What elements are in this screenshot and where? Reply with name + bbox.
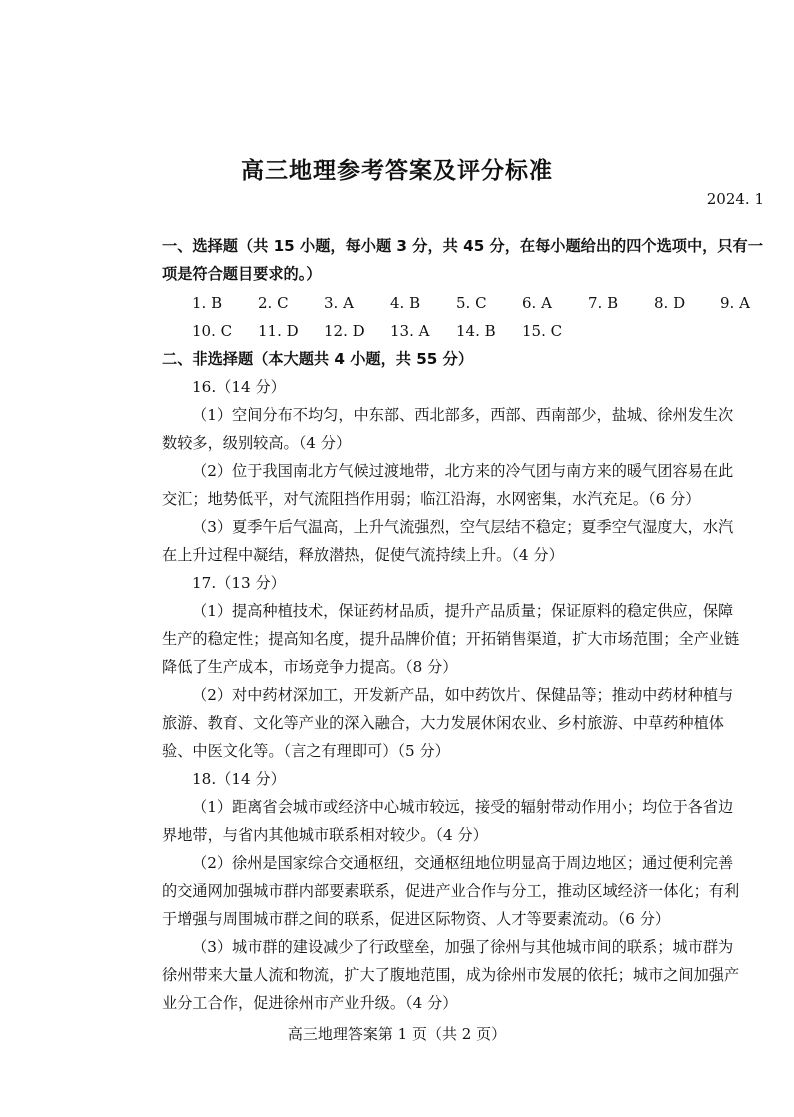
q18-answer3-line3: 业分工合作，促进徐州市产业升级。（4 分） bbox=[162, 994, 458, 1012]
page-footer: 高三地理答案第 1 页（共 2 页） bbox=[287, 1025, 507, 1043]
answer-item: 7. B bbox=[588, 294, 619, 312]
page-title: 高三地理参考答案及评分标准 bbox=[241, 158, 553, 184]
answer-item: 2. C bbox=[258, 294, 289, 312]
q17-answer2-line1: （2）对中药材深加工，开发新产品，如中药饮片、保健品等；推动中药材种植与 bbox=[192, 686, 734, 704]
q16-answer3-line1: （3）夏季午后气温高，上升气流强烈，空气层结不稳定；夏季空气湿度大，水汽 bbox=[192, 518, 734, 536]
q18-answer2-line2: 的交通网加强城市群内部要素联系，促进产业合作与分工，推动区域经济一体化；有利 bbox=[162, 882, 740, 900]
q18-heading: 18.（14 分） bbox=[192, 770, 286, 788]
q16-answer2-line1: （2）位于我国南北方气候过渡地带，北方来的冷气团与南方来的暖气团容易在此 bbox=[192, 462, 734, 480]
q16-answer3-line2: 在上升过程中凝结，释放潜热，促使气流持续上升。（4 分） bbox=[162, 546, 564, 564]
q17-heading: 17.（13 分） bbox=[192, 574, 286, 592]
q18-answer2-line1: （2）徐州是国家综合交通枢纽，交通枢纽地位明显高于周边地区；通过便利完善 bbox=[192, 854, 734, 872]
q18-answer1-line1: （1）距离省会城市或经济中心城市较远，接受的辐射带动作用小；均位于各省边 bbox=[192, 798, 734, 816]
answer-item: 5. C bbox=[456, 294, 487, 312]
answer-item: 8. D bbox=[654, 294, 686, 312]
answer-item: 12. D bbox=[324, 322, 365, 340]
section1-heading-line1: 一、选择题（共 15 小题，每小题 3 分，共 45 分，在每小题给出的四个选项中，只有一 bbox=[162, 237, 763, 255]
q18-answer3-line1: （3）城市群的建设减少了行政壁垒，加强了徐州与其他城市间的联系；城市群为 bbox=[192, 938, 734, 956]
document-date: 2024. 1 bbox=[706, 190, 764, 208]
q16-answer2-line2: 交汇；地势低平，对气流阻挡作用弱；临江沿海，水网密集，水汽充足。（6 分） bbox=[162, 490, 701, 508]
answers-row-2 bbox=[192, 321, 588, 341]
q17-answer2-line2: 旅游、教育、文化等产业的深入融合，大力发展休闲农业、乡村旅游、中草药种植体 bbox=[162, 714, 724, 732]
q17-answer1-line2: 生产的稳定性；提高知名度，提升品牌价值；开拓销售渠道，扩大市场范围；全产业链 bbox=[162, 630, 740, 648]
q16-answer1-line1: （1）空间分布不均匀，中东部、西北部多，西部、西南部少，盐城、徐州发生次 bbox=[192, 406, 734, 424]
section2-heading: 二、非选择题（本大题共 4 小题，共 55 分） bbox=[162, 350, 474, 368]
q17-answer1-line3: 降低了生产成本，市场竞争力提高。（8 分） bbox=[162, 658, 458, 676]
answer-item: 14. B bbox=[456, 322, 496, 340]
answer-item: 13. A bbox=[390, 322, 430, 340]
q16-heading: 16.（14 分） bbox=[192, 378, 286, 396]
q17-answer1-line1: （1）提高种植技术，保证药材品质，提升产品质量；保证原料的稳定供应，保障 bbox=[192, 602, 734, 620]
q18-answer2-line3: 于增强与周围城市群之间的联系，促进区际物资、人才等要素流动。（6 分） bbox=[162, 910, 671, 928]
answer-item: 9. A bbox=[720, 294, 750, 312]
answer-item: 15. C bbox=[522, 322, 563, 340]
section1-heading-line2: 项是符合题目要求的。） bbox=[162, 265, 322, 283]
answer-item: 10. C bbox=[192, 322, 233, 340]
q18-answer3-line2: 徐州带来大量人流和物流，扩大了腹地范围，成为徐州市发展的依托；城市之间加强产 bbox=[162, 966, 740, 984]
q16-answer1-line2: 数较多，级别较高。（4 分） bbox=[162, 434, 352, 452]
q17-answer2-line3: 验、中医文化等。（言之有理即可）（5 分） bbox=[162, 742, 450, 760]
answer-item: 6. A bbox=[522, 294, 552, 312]
answers-row-1 bbox=[192, 293, 760, 313]
answer-item: 11. D bbox=[258, 322, 299, 340]
answer-item: 3. A bbox=[324, 294, 354, 312]
answer-item: 4. B bbox=[390, 294, 421, 312]
q18-answer1-line2: 界地带，与省内其他城市联系相对较少。（4 分） bbox=[162, 826, 488, 844]
answer-item: 1. B bbox=[192, 294, 223, 312]
